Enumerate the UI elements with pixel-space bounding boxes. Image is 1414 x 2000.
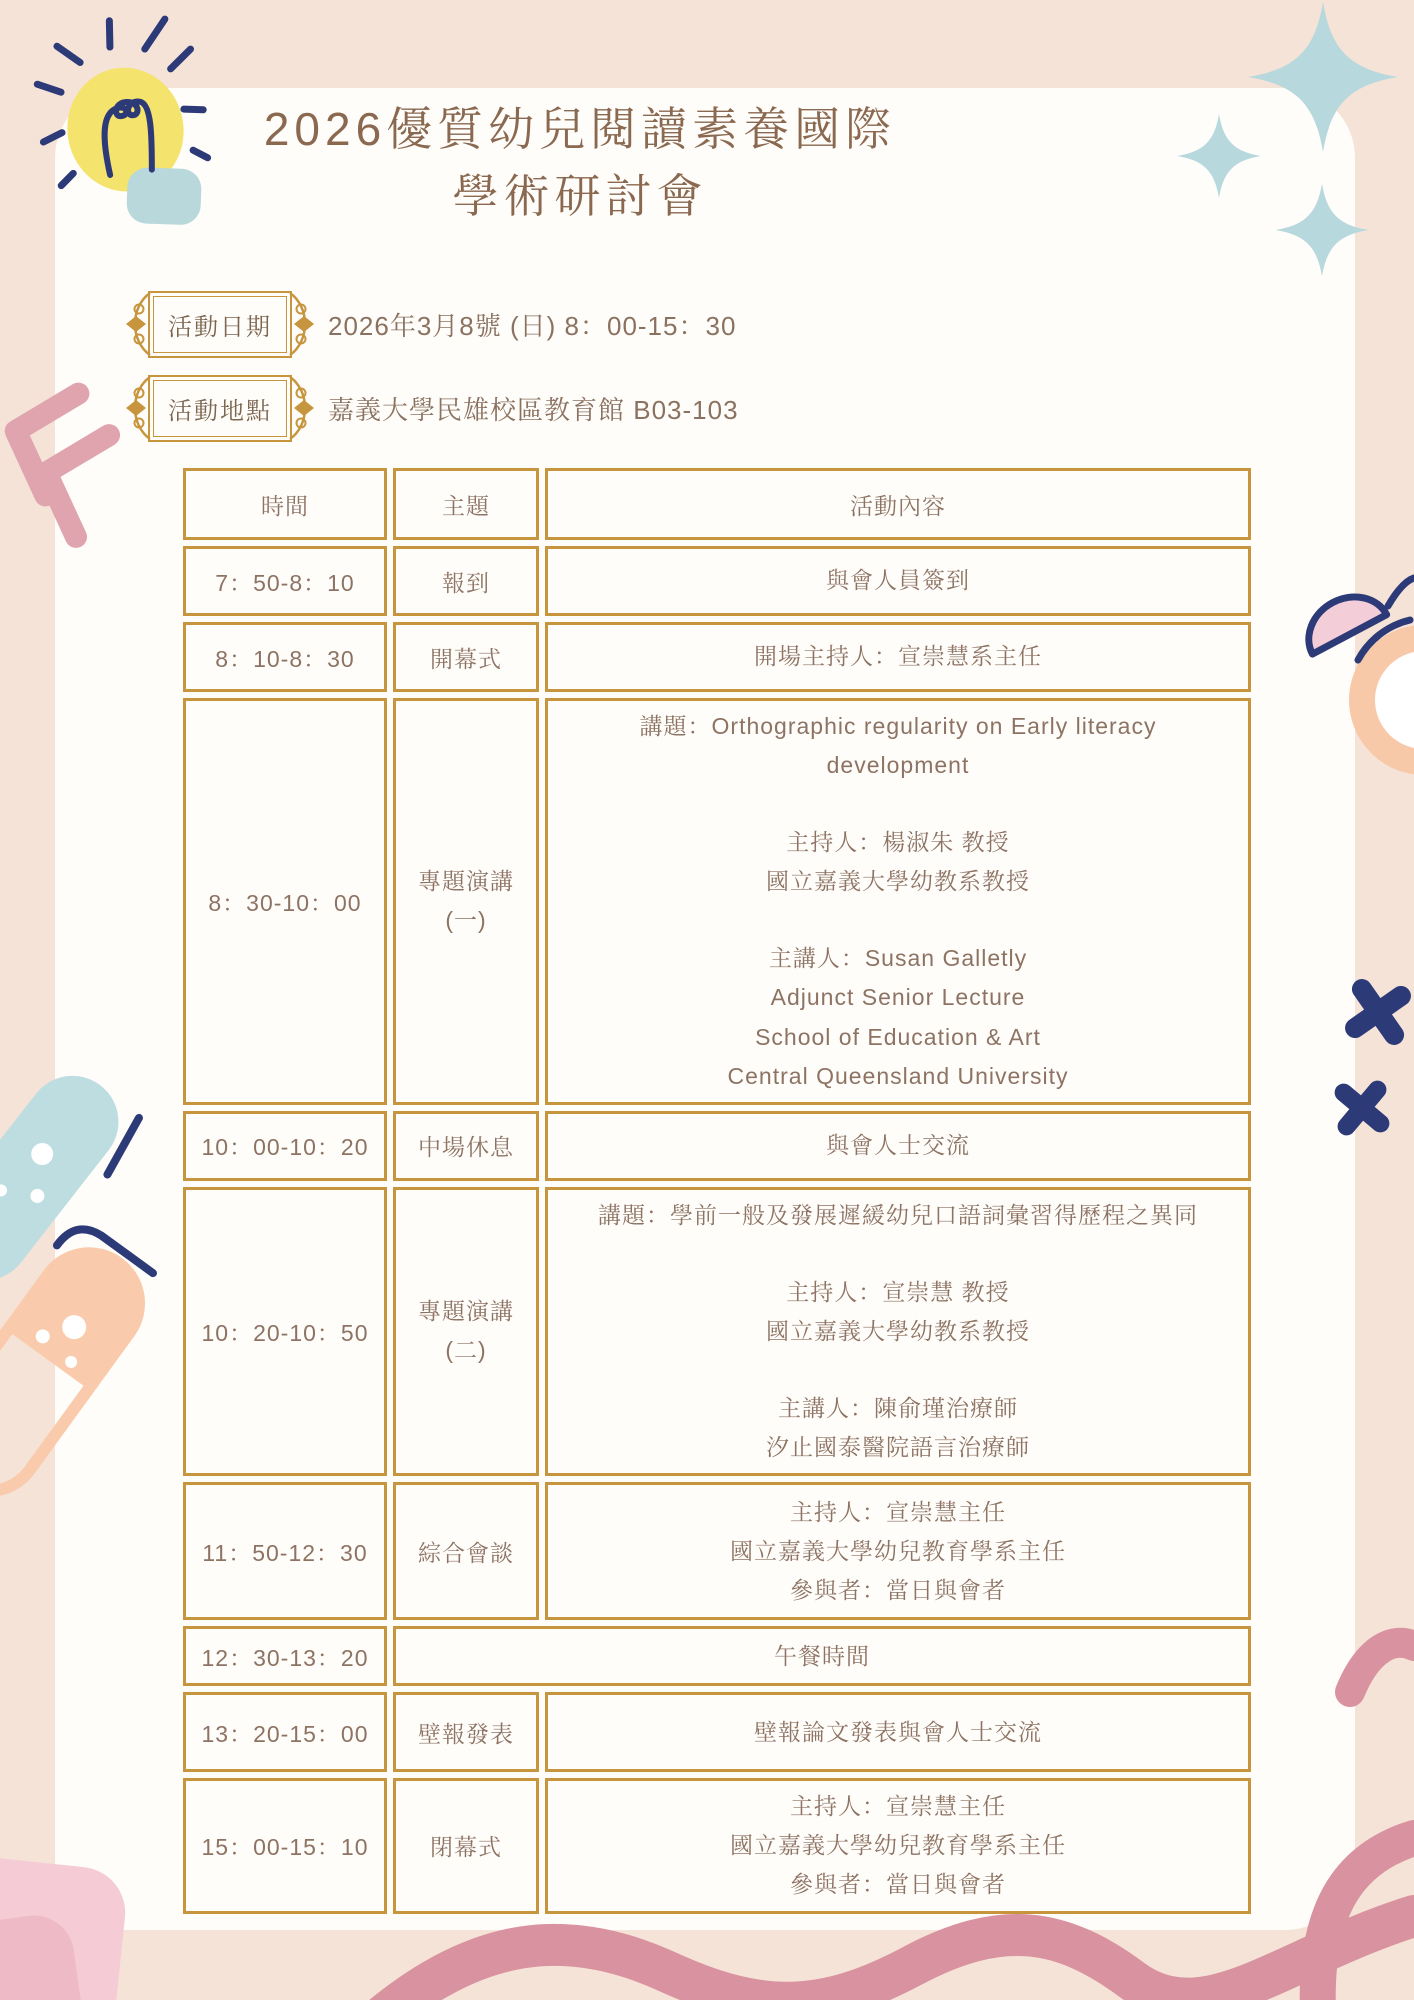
content-cell	[545, 622, 1251, 692]
page-title	[90, 96, 1070, 229]
table-row	[183, 1111, 1251, 1181]
topic-cell	[393, 1187, 539, 1476]
content-line: 講題：Orthographic regularity on Early literacy development	[639, 713, 1157, 779]
content-line: 國立嘉義大學幼教系教授	[766, 1317, 1030, 1344]
event-date-label: 活動日期	[168, 314, 272, 341]
schedule-table	[177, 462, 1257, 1920]
schedule-table-wrap	[177, 462, 1257, 1920]
topic-line: 專題演講	[418, 1298, 514, 1325]
event-date-value: 2026年3月8號 (日) 8：00-15：30	[328, 311, 737, 341]
content-line: 主講人：Susan Galletly	[768, 945, 1028, 972]
content-line: 國立嘉義大學幼兒教育學系主任	[730, 1832, 1066, 1859]
content-line: 主持人：楊淑朱 教授	[786, 829, 1010, 856]
lunch-cell	[393, 1626, 1251, 1686]
content-cell	[545, 1778, 1251, 1913]
content-line: 講題：學前一般及發展遲緩幼兒口語詞彙習得歷程之異同	[598, 1201, 1198, 1228]
content-line: 與會人士交流	[826, 1132, 970, 1159]
time-cell: 12：30-13：20	[183, 1626, 387, 1686]
title-line-2: 學術研討會	[452, 169, 708, 222]
topic-line: 專題演講	[418, 868, 514, 895]
frame-ornament-icon	[123, 373, 153, 443]
content-cell	[545, 1692, 1251, 1772]
event-location-label-frame	[148, 375, 292, 442]
content-cell	[545, 546, 1251, 616]
table-row	[183, 1692, 1251, 1772]
table-row	[183, 1626, 1251, 1686]
content-line: 開場主持人：宣崇慧系主任	[754, 643, 1042, 670]
topic-cell: 閉幕式	[393, 1778, 539, 1913]
table-row	[183, 1187, 1251, 1476]
time-cell: 10：20-10：50	[183, 1187, 387, 1476]
content-cell	[545, 698, 1251, 1105]
topic-cell: 壁報發表	[393, 1692, 539, 1772]
time-cell: 10：00-10：20	[183, 1111, 387, 1181]
topic-line: (二)	[445, 1337, 487, 1364]
table-row	[183, 1482, 1251, 1620]
content-line: 壁報論文發表與會人士交流	[754, 1718, 1042, 1745]
topic-cell: 開幕式	[393, 622, 539, 692]
frame-ornament-icon	[123, 289, 153, 359]
content-line: 午餐時間	[774, 1642, 870, 1669]
content-line: 主持人：宣崇慧主任	[790, 1498, 1006, 1525]
title-line-1: 2026優質幼兒閱讀素養國際	[263, 103, 897, 155]
content-line: 國立嘉義大學幼兒教育學系主任	[730, 1537, 1066, 1564]
event-location-label: 活動地點	[168, 398, 272, 425]
content-line: 主持人：宣崇慧 教授	[786, 1278, 1010, 1305]
topic-cell: 報到	[393, 546, 539, 616]
event-date-label-frame	[148, 291, 292, 358]
header-content: 活動內容	[545, 468, 1251, 540]
content-line: 參與者：當日與會者	[790, 1576, 1006, 1603]
content-cell	[545, 1187, 1251, 1476]
time-cell: 13：20-15：00	[183, 1692, 387, 1772]
time-cell: 7：50-8：10	[183, 546, 387, 616]
content-line: 與會人員簽到	[826, 567, 970, 594]
time-cell: 15：00-15：10	[183, 1778, 387, 1913]
content-line: 參與者：當日與會者	[790, 1871, 1006, 1898]
topic-cell	[393, 698, 539, 1105]
content-cell	[545, 1111, 1251, 1181]
header-topic: 主題	[393, 468, 539, 540]
topic-cell: 綜合會談	[393, 1482, 539, 1620]
content-line: School of Education & Art	[755, 1023, 1041, 1050]
content-line: 汐止國泰醫院語言治療師	[766, 1434, 1030, 1461]
table-row	[183, 622, 1251, 692]
frame-ornament-icon	[287, 289, 317, 359]
table-row	[183, 546, 1251, 616]
content-line: Central Queensland University	[727, 1062, 1069, 1089]
content-cell	[545, 1482, 1251, 1620]
time-cell: 8：10-8：30	[183, 622, 387, 692]
table-row	[183, 698, 1251, 1105]
time-cell: 11：50-12：30	[183, 1482, 387, 1620]
topic-cell: 中場休息	[393, 1111, 539, 1181]
time-cell: 8：30-10：00	[183, 698, 387, 1105]
topic-line: (一)	[445, 907, 487, 934]
content-line: Adjunct Senior Lecture	[770, 984, 1026, 1011]
event-date-row	[148, 291, 736, 358]
table-header-row	[183, 468, 1251, 540]
table-row	[183, 1778, 1251, 1913]
frame-ornament-icon	[287, 373, 317, 443]
content-line: 主持人：宣崇慧主任	[790, 1793, 1006, 1820]
header-time: 時間	[183, 468, 387, 540]
content-line: 主講人：陳俞瑾治療師	[778, 1395, 1018, 1422]
event-location-value: 嘉義大學民雄校區教育館 B03-103	[328, 395, 739, 425]
event-location-row	[148, 375, 739, 442]
content-line: 國立嘉義大學幼教系教授	[766, 868, 1030, 895]
